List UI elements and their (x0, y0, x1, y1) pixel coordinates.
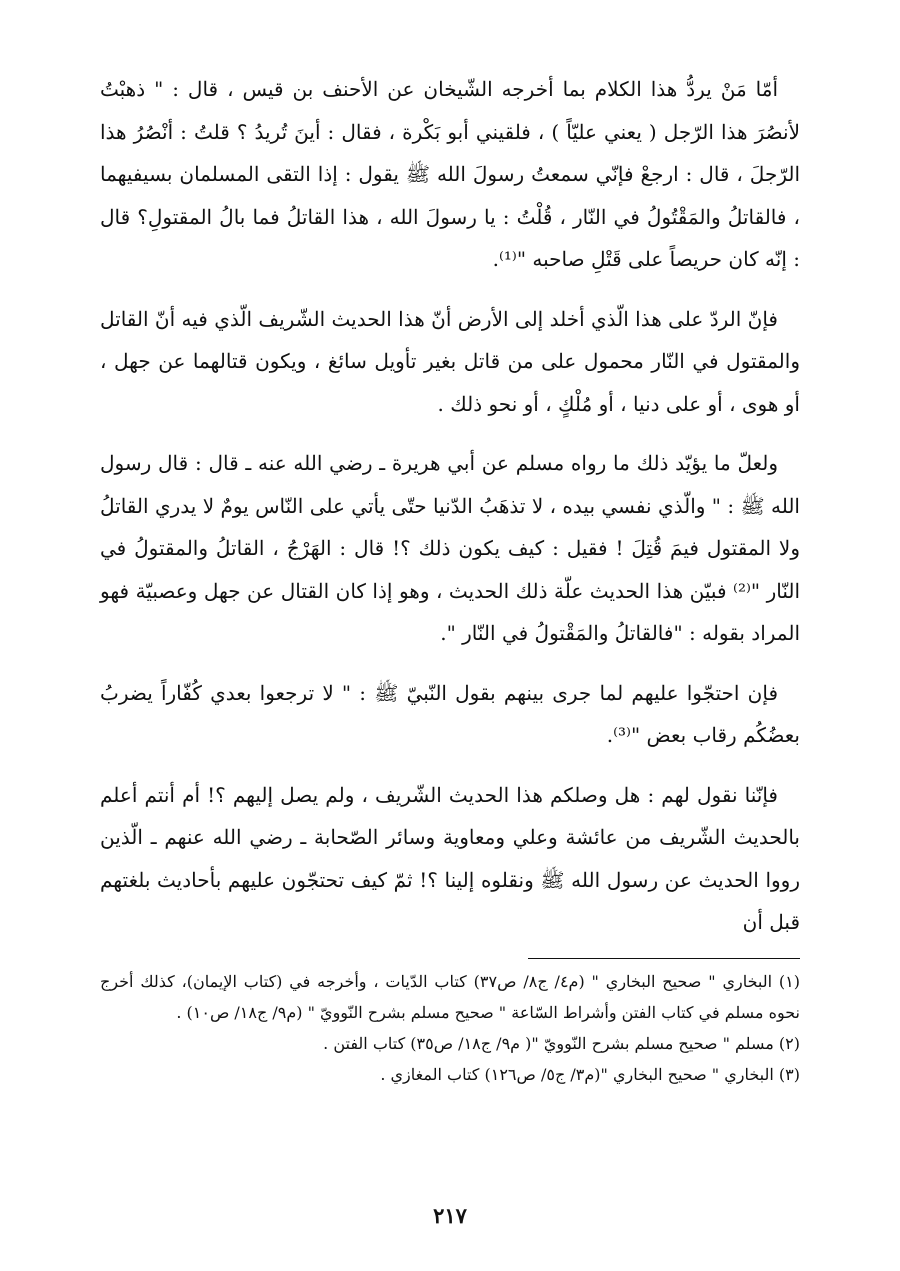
main-text (100, 68, 800, 961)
page-number: ٢١٧ (433, 1203, 467, 1228)
paragraph-5: فإنّنا نقول لهم : هل وصلكم هذا الحديث الشّريف ، ولم يصل إليهم ؟! أم أنتم أعلم بالحديث الشّريف من عائشة وعلي ومعاوية وسائر الصّحابة ـ رضي الله عنهم ـ الّذين رووا الحديث عن رسول الله ﷺ ونقلوه إلينا ؟! ثمّ كيف تحتجّون عليهم بأحاديث بلغتهم قبل أن (100, 782, 800, 934)
footnote-2: (٢) مسلم " صحيح مسلم بشرح النّوويّ "( م٩/ ج١٨/ ص٣٥) كتاب الفتن . (323, 1034, 800, 1053)
footnote-divider (528, 958, 800, 959)
paragraph-2: فإنّ الردّ على هذا الّذي أخلد إلى الأرض أنّ هذا الحديث الشّريف الّذي فيه أنّ القاتل والمقتول في النّار محمول على من قاتل بغير تأويل سائغ ، ويكون قتالهما عن جهل ، أو هوى ، أو على دنيا ، أو مُلْكٍ ، أو نحو ذلك . (100, 306, 800, 416)
footnotes (100, 966, 800, 1090)
paragraph-3: ولعلّ ما يؤيّد ذلك ما رواه مسلم عن أبي هريرة ـ رضي الله عنه ـ قال : قال رسول الله ﷺ : " والّذي نفسي بيده ، لا تذهَبُ الدّنيا حتّى يأتي على النّاس يومٌ لا يدري القاتلُ ولا المقتول فيمَ قُتِلَ ! فقيل : كيف يكون ذلك ؟! قال : الهَرْجُ ، القاتلُ والمقتولُ في النّار "⁽²⁾ فبيّن هذا الحديث علّة ذلك الحديث ، وهو إذا كان القتال عن جهل وعصبيّة فهو المراد بقوله : "فالقاتلُ والمَقْتولُ في النّار ". (100, 451, 801, 645)
footnote-3: (٣) البخاري " صحيح البخاري "(م٣/ ج٥/ ص١٢٦) كتاب المغازي . (380, 1065, 800, 1084)
footnote-1: (١) البخاري " صحيح البخاري " (م٤/ ج٨/ ص٣٧) كتاب الدّيات ، وأخرجه في (كتاب الإيمان)، كذلك أخرج نحوه مسلم في كتاب الفتن وأشراط السّاعة " صحيح مسلم بشرح النّوويّ " (م٩/ ج١٨/ ص١٠) . (100, 972, 801, 1022)
paragraph-4: فإن احتجّوا عليهم لما جرى بينهم بقول النّبيّ ﷺ : " لا ترجعوا بعدي كُفّاراً يضربُ بعضُكُم رقاب بعض "⁽³⁾. (100, 680, 800, 747)
paragraph-1: أمّا مَنْ يردُّ هذا الكلام بما أخرجه الشّيخان عن الأحنف بن قيس ، قال : " ذهبْتُ لأنصُرَ هذا الرّجل ( يعني عليّاً ) ، فلقيني أبو بَكْرة ، فقال : أينَ تُريدُ ؟ قلتُ : أنْصُرُ هذا الرّجلَ ، قال : ارجعْ فإنّي سمعتُ رسولَ الله ﷺ يقول : إذا التقى المسلمان بسيفيهما ، فالقاتلُ والمَقْتُولُ في النّار ، قُلْتُ : يا رسولَ الله ، هذا القاتلُ فما بالُ المقتولِ؟ قال : إنّه كان حريصاً على قَتْلِ صاحبه "⁽¹⁾. (100, 77, 800, 271)
